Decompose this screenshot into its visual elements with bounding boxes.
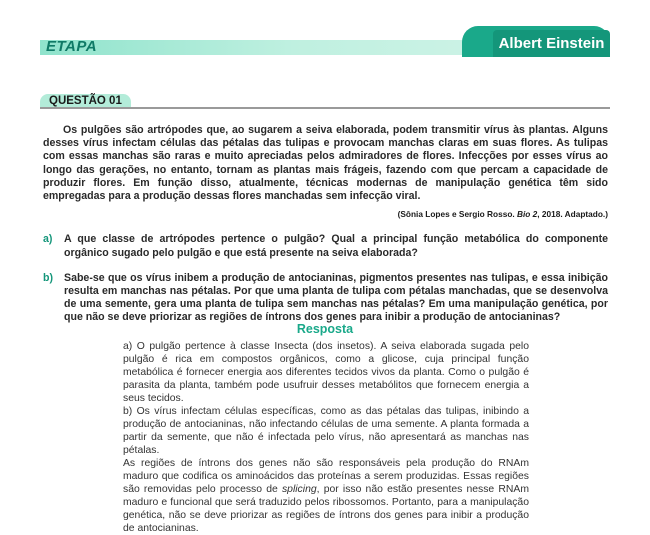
question-body <box>43 124 608 325</box>
question-item-a <box>43 233 608 259</box>
answer-c-after: , por isso não estão presentes nesse RNAm maduro e funcional que será traduzido pelos ribossomos. Portanto, para a manipulação genética, não se deve priorizar as regiões de íntrons dos genes para inibir a produção de antocianinas. <box>123 484 529 534</box>
source-book: Bio 2 <box>517 209 538 220</box>
page-header <box>0 0 650 70</box>
answer-body <box>123 340 529 535</box>
answer-c-before: As regiões de íntrons dos genes não são responsáveis pela produção do RNAm maduro que codifica os aminoácidos das proteínas a serem produzidas. Essas regiões são removidas pelo processo de <box>123 458 529 495</box>
header-band <box>40 40 500 55</box>
question-intro: Os pulgões são artrópodes que, ao sugarem a seiva elaborada, podem transmitir vírus às plantas. Alguns desses vírus infectam células das pétalas das tulipas e provocam manchas claras em suas flores. As tulipas com essas manchas são raras e muito apreciadas pelos admiradores de flores. Infecções por esses vírus ao longo das gerações, no entanto, tornam as plantas mais frágeis, fazendo com que percam a capacidade de produzir flores. Em função disso, atualmente, técnicas modernas de manipulação genética têm sido empregadas para a produção dessas flores manchadas sem infecção viral. <box>43 124 608 203</box>
answer-paragraph-a: a) O pulgão pertence à classe Insecta (dos insetos). A seiva elaborada sugada pelo pulgão é rica em compostos orgânicos, como a glicose, cuja principal função metabólica é fornecer energia aos diferentes tecidos vivos da planta. Como o pulgão é parasita da planta, também pode usufruir desses metabólitos que fornecem energia a seus tecidos. <box>123 341 529 404</box>
question-item-b <box>43 272 608 325</box>
answer-paragraph-b: b) Os vírus infectam células específicas, como as das pétalas das tulipas, inibindo a produção de antocianinas, não infectando células de uma semente. A planta formada a partir da semente, que não é infectada pelo vírus, não apresentará as manchas nas pétalas. <box>123 406 529 456</box>
item-letter: a) <box>43 233 53 246</box>
answer-title: Resposta <box>296 322 354 336</box>
item-text: A que classe de artrópodes pertence o pulgão? Qual a principal função metabólica do componente orgânico sugado pelo pulgão e que está presente na seiva elaborada? <box>64 233 608 259</box>
source-authors: (Sônia Lopes e Sergio Rosso. <box>397 209 517 220</box>
answer-paragraph-c <box>123 457 529 535</box>
source-tail: , 2018. Adaptado.) <box>537 209 608 220</box>
item-letter: b) <box>43 271 53 284</box>
exam-name: Albert Einstein <box>498 35 605 52</box>
item-text: Sabe-se que os vírus inibem a produção de antocianinas, pigmentos presentes nas tulipas, e essa inibição resulta em manchas nas pétalas. Por que uma planta de tulipa com pétalas manchadas, que se desenvolva de uma semente, gera uma planta de tulipa sem manchas nas pétalas? Em uma manipulação genética, por que não se deve priorizar as regiões de íntrons dos genes para inibir a produção de antocianinas? <box>64 271 608 324</box>
question-label: QUESTÃO 01 <box>40 94 131 109</box>
brand-logo: ETAPA <box>46 38 98 55</box>
question-divider <box>40 107 610 109</box>
answer-c-term: splicing <box>281 484 317 495</box>
question-source <box>43 208 608 221</box>
